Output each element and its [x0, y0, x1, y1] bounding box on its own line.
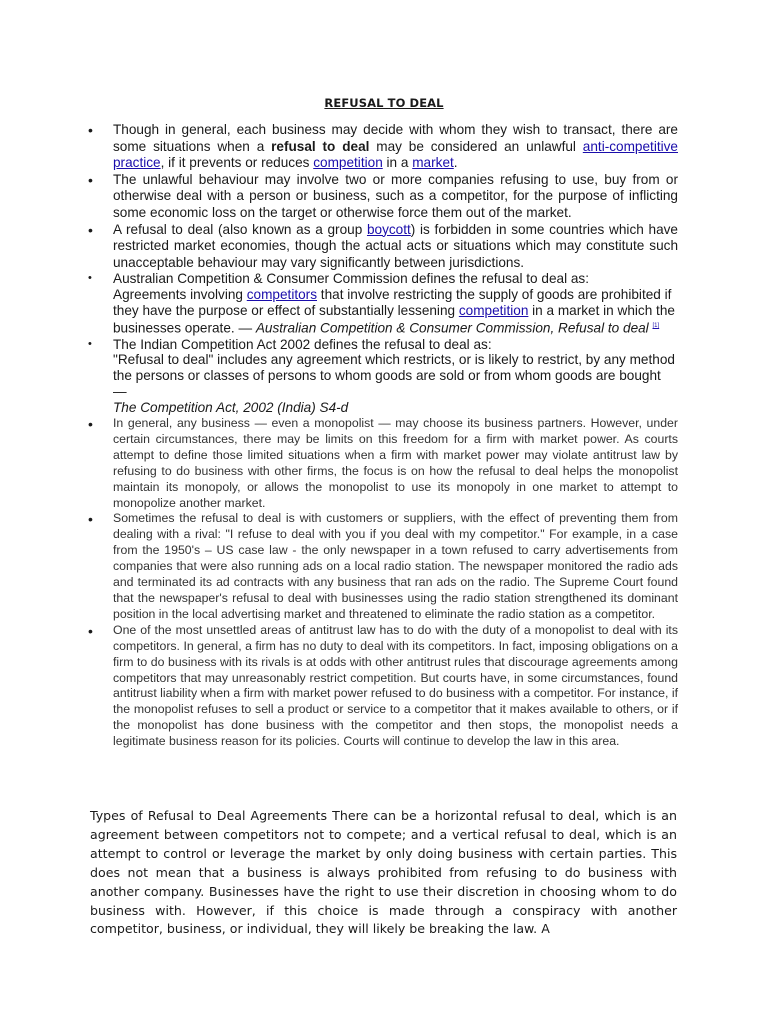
- reference-link[interactable]: [1]: [652, 323, 660, 330]
- list-item-text: [113, 271, 678, 336]
- list-item-4: [88, 271, 678, 336]
- bullet-icon: •: [88, 337, 92, 350]
- list-item-5: [88, 337, 678, 417]
- list-item-text: The unlawful behaviour may involve two or more companies refusing to use, buy from or otherwise deal with a person or business, such as a competitor, for the purpose of inflicting some economic loss on the target or otherwise force them out of the market.: [113, 171, 678, 220]
- bullet-icon: •: [88, 221, 93, 238]
- bullet-icon: •: [88, 122, 93, 138]
- citation-source: The Competition Act, 2002 (India) S4-d: [113, 400, 349, 416]
- bullet-list: [88, 122, 678, 750]
- definition-intro: The Indian Competition Act 2002 defines the refusal to deal as:: [113, 336, 492, 352]
- bullet-icon: •: [88, 272, 92, 285]
- list-item-text: [113, 337, 678, 417]
- list-item-text: Though in general, each business may decide with whom they wish to transact, there are some situations when a refusal to deal may be considered an unlawful anti-competitive practice, if it prevents or reduces competition in a market.: [113, 122, 678, 171]
- link-competition[interactable]: competition: [313, 155, 383, 171]
- list-item-7: [88, 511, 678, 622]
- list-item-6: [88, 416, 678, 511]
- list-item-text: Sometimes the refusal to deal is with customers or suppliers, with the effect of preventing them from dealing with a rival: "I refuse to deal with you if you deal with my competitor." For example, in a case from the 1950's – US case law - the only newspaper in a town refused to carry advertisements from companies that were also running ads on a local radio station. The newspaper monitored the radio ads and terminated its ad contracts with any business that ran ads on the radio. The Supreme Court found that the newspaper's refusal to deal with businesses using the radio station strengthened its dominant position in the local advertising market and threatened to eliminate the radio station as a competitor.: [113, 511, 678, 621]
- bullet-icon: •: [88, 171, 93, 188]
- document-title: REFUSAL TO DEAL: [324, 96, 444, 110]
- bold-term: refusal to deal: [271, 138, 370, 154]
- link-boycott[interactable]: boycott: [366, 221, 411, 237]
- definition-quote: Agreements involving competitors that involve restricting the supply of goods are prohibited if they have the purpose or effect of substantially lessening competition in a market in which the businesses operate. — Australian Competition & Consumer Commission, Refusal to deal [1]: [113, 287, 675, 336]
- list-item-1: [88, 122, 678, 172]
- bullet-icon: •: [88, 416, 93, 433]
- list-item-text: In general, any business — even a monopolist — may choose its business partners. However, under certain circumstances, there may be limits on this freedom for a firm with market power. As courts attempt to define those limited situations when a firm with market power may violate antitrust law by refusing to do business with other firms, the focus is on how the refusal to deal helps the monopolist maintain its monopoly, or allows the monopolist to use its monopoly in one market to attempt to monopolize another market.: [113, 416, 678, 510]
- list-item-text: A refusal to deal (also known as a group boycott) is forbidden in some countries which have restricted market economies, though the actual acts or situations which may constitute such unacceptable behaviour may vary significantly between jurisdictions.: [113, 221, 678, 270]
- list-item-8: [88, 623, 678, 750]
- list-item-text: One of the most unsettled areas of antitrust law has to do with the duty of a monopolist to deal with its competitors. In general, a firm has no duty to deal with its competitors. In fact, imposing obligations on a firm to do business with its rivals is at odds with other antitrust rules that discourage agreements among competitors that may unreasonably restrict competition. But courts have, in some circumstances, found antitrust liability when a firm with market power refused to do business with a competitor. For instance, if the monopolist refuses to sell a product or service to a competitor that it makes available to others, or if the monopolist has done business with the competitor and then stops, the monopolist needs a legitimate business reason for its policies. Courts will continue to develop the law in this area.: [113, 622, 678, 749]
- link-market[interactable]: market: [412, 155, 454, 171]
- bullet-icon: •: [88, 511, 93, 528]
- list-item-3: [88, 222, 678, 272]
- link-anti-competitive-practice[interactable]: anti-competitive practice: [113, 138, 678, 171]
- bullet-icon: •: [88, 622, 93, 639]
- definition-intro: Australian Competition & Consumer Commission defines the refusal to deal as:: [113, 271, 590, 287]
- closing-paragraph: Types of Refusal to Deal Agreements There can be a horizontal refusal to deal, which is an agreement between competitors not to compete; and a vertical refusal to deal, which is an attempt to control or leverage the market by only doing business with certain parties. This does not mean that a business is always prohibited from refusing to do business with another company. Businesses have the right to use their discretion in choosing whom to do business with. However, if this choice is made through a conspiracy with another competitor, business, or individual, they will likely be breaking the law. A: [90, 808, 677, 937]
- citation-source: Australian Competition & Consumer Commission, Refusal to deal: [255, 320, 649, 336]
- link-competitors[interactable]: competitors: [246, 287, 318, 303]
- list-item-2: [88, 172, 678, 222]
- link-competition[interactable]: competition: [458, 303, 529, 319]
- definition-quote: "Refusal to deal" includes any agreement which restricts, or is likely to restrict, by any method the persons or classes of persons to whom goods are sold or from whom goods are bought —: [113, 352, 675, 400]
